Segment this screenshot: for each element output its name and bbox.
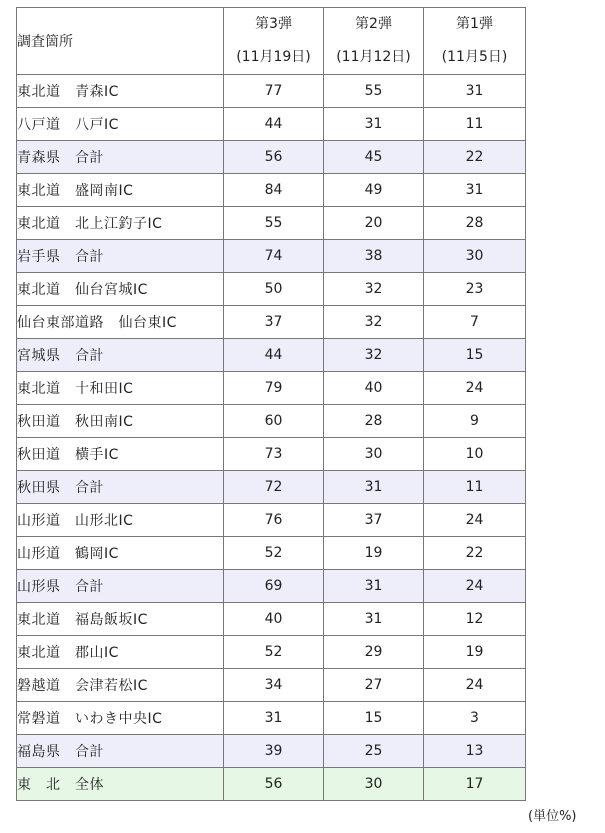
- round-2-value: 32: [324, 273, 424, 306]
- prefecture-total-row: [17, 339, 526, 372]
- round-3-value: 56: [224, 768, 324, 801]
- round-1-value: 17: [424, 768, 526, 801]
- table-row: [17, 438, 526, 471]
- round-3-value: 77: [224, 75, 324, 108]
- round-2-value: 29: [324, 636, 424, 669]
- table-row: [17, 669, 526, 702]
- round-2-value: 32: [324, 306, 424, 339]
- location-cell: 東北道 十和田IC: [17, 372, 224, 405]
- table-row: [17, 207, 526, 240]
- location-cell: 秋田道 横手IC: [17, 438, 224, 471]
- round-1-value: 12: [424, 603, 526, 636]
- round-2-value: 37: [324, 504, 424, 537]
- region-total-row: [17, 768, 526, 801]
- round-1-value: 28: [424, 207, 526, 240]
- prefecture-total-row: [17, 240, 526, 273]
- round-2-value: 30: [324, 438, 424, 471]
- round-3-value: 72: [224, 471, 324, 504]
- round-1-value: 24: [424, 669, 526, 702]
- round-2-label: 第2弾: [355, 16, 392, 32]
- round-2-value: 27: [324, 669, 424, 702]
- location-cell: 仙台東部道路 仙台東IC: [17, 306, 224, 339]
- location-cell: 青森県 合計: [17, 141, 224, 174]
- round-3-value: 34: [224, 669, 324, 702]
- table-row: [17, 108, 526, 141]
- round-3-value: 52: [224, 636, 324, 669]
- location-cell: 東北道 北上江釣子IC: [17, 207, 224, 240]
- round-3-value: 55: [224, 207, 324, 240]
- round-3-value: 52: [224, 537, 324, 570]
- location-cell: 東 北 全体: [17, 768, 224, 801]
- table-header: [17, 8, 526, 75]
- round-2-value: 19: [324, 537, 424, 570]
- round-1-value: 19: [424, 636, 526, 669]
- table-row: [17, 306, 526, 339]
- location-cell: 東北道 青森IC: [17, 75, 224, 108]
- round-1-date: (11月5日): [441, 49, 508, 65]
- round-3-value: 50: [224, 273, 324, 306]
- location-cell: 福島県 合計: [17, 735, 224, 768]
- location-cell: 八戸道 八戸IC: [17, 108, 224, 141]
- round-2-value: 31: [324, 471, 424, 504]
- round-1-value: 31: [424, 75, 526, 108]
- round-2-value: 15: [324, 702, 424, 735]
- round-2-value: 28: [324, 405, 424, 438]
- round-2-value: 31: [324, 603, 424, 636]
- table-row: [17, 537, 526, 570]
- round-2-value: 40: [324, 372, 424, 405]
- round-1-label: 第1弾: [456, 16, 493, 32]
- table-row: [17, 75, 526, 108]
- location-cell: 山形道 鶴岡IC: [17, 537, 224, 570]
- round-3-label: 第3弾: [255, 16, 292, 32]
- round-2-value: 45: [324, 141, 424, 174]
- round-1-value: 15: [424, 339, 526, 372]
- table-row: [17, 636, 526, 669]
- table-row: [17, 174, 526, 207]
- round-3-value: 37: [224, 306, 324, 339]
- round-3-value: 56: [224, 141, 324, 174]
- round-3-value: 40: [224, 603, 324, 636]
- round-3-value: 39: [224, 735, 324, 768]
- round-2-value: 38: [324, 240, 424, 273]
- round-2-value: 32: [324, 339, 424, 372]
- prefecture-total-row: [17, 141, 526, 174]
- location-cell: 秋田道 秋田南IC: [17, 405, 224, 438]
- round-3-value: 74: [224, 240, 324, 273]
- table-row: [17, 372, 526, 405]
- prefecture-total-row: [17, 570, 526, 603]
- round-1-value: 7: [424, 306, 526, 339]
- location-cell: 東北道 郡山IC: [17, 636, 224, 669]
- round-1-value: 13: [424, 735, 526, 768]
- round-2-value: 55: [324, 75, 424, 108]
- round-2-value: 25: [324, 735, 424, 768]
- round-1-column-header: [424, 8, 526, 75]
- location-cell: 宮城県 合計: [17, 339, 224, 372]
- round-3-value: 44: [224, 339, 324, 372]
- round-2-value: 31: [324, 570, 424, 603]
- table-row: [17, 603, 526, 636]
- round-3-value: 79: [224, 372, 324, 405]
- unit-note: (単位%): [528, 809, 577, 824]
- table-row: [17, 504, 526, 537]
- round-1-value: 24: [424, 372, 526, 405]
- round-3-value: 44: [224, 108, 324, 141]
- round-1-value: 11: [424, 471, 526, 504]
- round-3-value: 31: [224, 702, 324, 735]
- round-3-value: 84: [224, 174, 324, 207]
- round-2-date: (11月12日): [336, 49, 411, 65]
- table-body: [17, 75, 526, 801]
- location-cell: 山形道 山形北IC: [17, 504, 224, 537]
- round-1-value: 24: [424, 570, 526, 603]
- round-3-value: 73: [224, 438, 324, 471]
- round-3-value: 69: [224, 570, 324, 603]
- round-1-value: 9: [424, 405, 526, 438]
- survey-results-table: [16, 7, 526, 801]
- round-2-value: 49: [324, 174, 424, 207]
- round-1-value: 31: [424, 174, 526, 207]
- location-cell: 東北道 仙台宮城IC: [17, 273, 224, 306]
- table-row: [17, 702, 526, 735]
- location-cell: 岩手県 合計: [17, 240, 224, 273]
- location-cell: 秋田県 合計: [17, 471, 224, 504]
- location-cell: 東北道 福島飯坂IC: [17, 603, 224, 636]
- round-3-column-header: [224, 8, 324, 75]
- location-cell: 山形県 合計: [17, 570, 224, 603]
- round-1-value: 23: [424, 273, 526, 306]
- prefecture-total-row: [17, 471, 526, 504]
- round-1-value: 11: [424, 108, 526, 141]
- round-2-column-header: [324, 8, 424, 75]
- round-1-value: 3: [424, 702, 526, 735]
- round-1-value: 24: [424, 504, 526, 537]
- round-1-value: 30: [424, 240, 526, 273]
- prefecture-total-row: [17, 735, 526, 768]
- table-row: [17, 405, 526, 438]
- round-2-value: 31: [324, 108, 424, 141]
- location-cell: 磐越道 会津若松IC: [17, 669, 224, 702]
- location-cell: 常磐道 いわき中央IC: [17, 702, 224, 735]
- round-2-value: 30: [324, 768, 424, 801]
- location-cell: 東北道 盛岡南IC: [17, 174, 224, 207]
- table-row: [17, 273, 526, 306]
- location-column-header: 調査箇所: [17, 8, 224, 75]
- round-3-value: 60: [224, 405, 324, 438]
- round-1-value: 10: [424, 438, 526, 471]
- round-1-value: 22: [424, 141, 526, 174]
- round-2-value: 20: [324, 207, 424, 240]
- round-3-value: 76: [224, 504, 324, 537]
- round-3-date: (11月19日): [236, 49, 311, 65]
- round-1-value: 22: [424, 537, 526, 570]
- header-row: [17, 8, 526, 75]
